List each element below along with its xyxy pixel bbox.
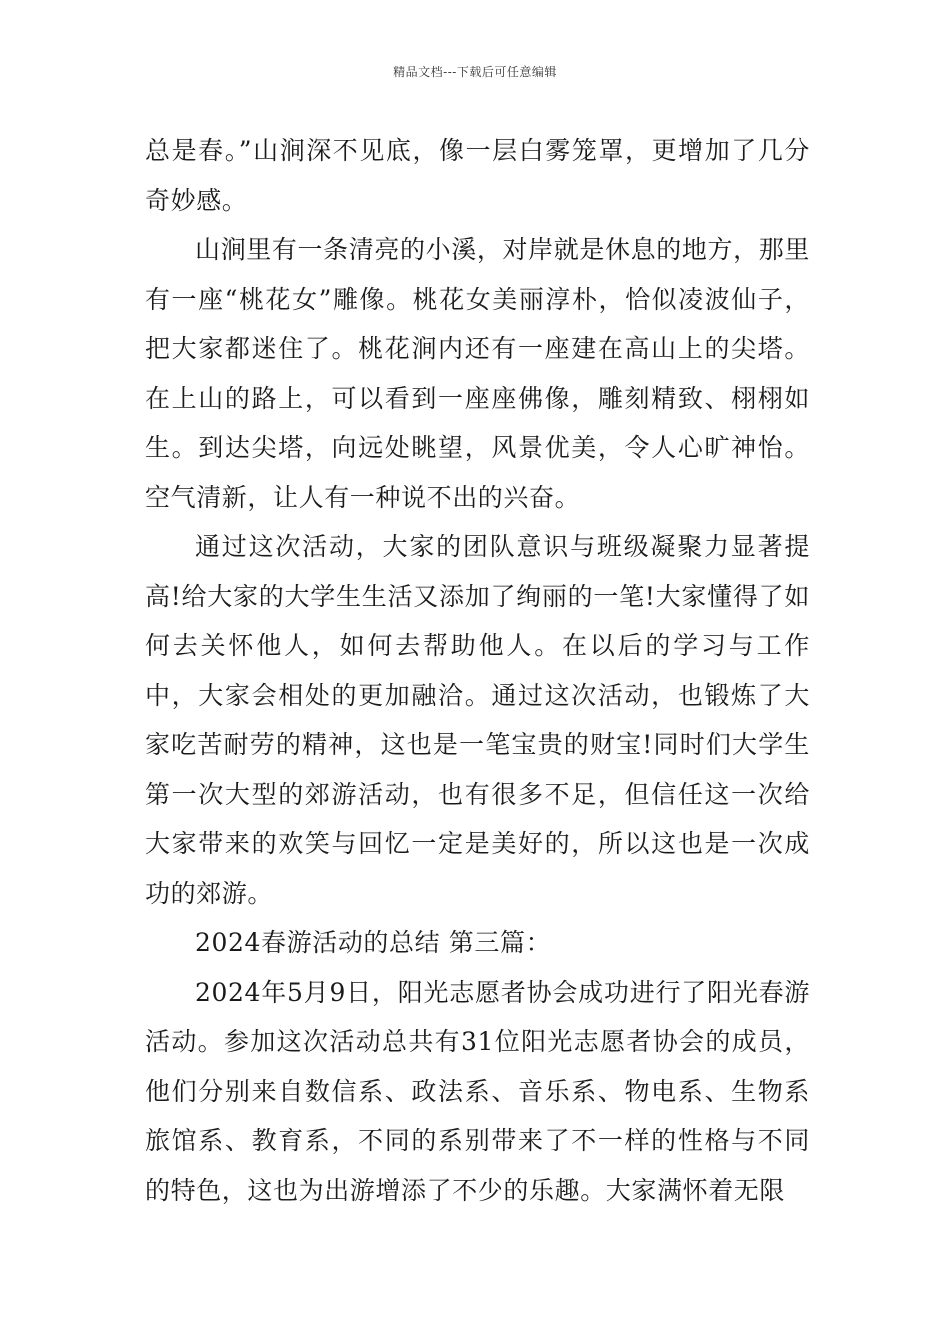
paragraph-activity-reflection: 通过这次活动，大家的团队意识与班级凝聚力显著提高!给大家的大学生生活又添加了绚丽的一笔!大家懂得了如何去关怀他人，如何去帮助他人。在以后的学习与工作中，大家会相处的更加融洽。通过这次活动，也锻炼了大家吃苦耐劳的精神，这也是一笔宝贵的财宝!同时们大学生第一次大型的郊游活动，也有很多不足，但信任这一次给大家带来的欢笑与回忆一定是美好的，所以这也是一次成功的郊游。 bbox=[145, 532, 810, 908]
page-header: 精品文档---下载后可任意编辑 bbox=[393, 65, 557, 79]
paragraph-mountain-stream: 山涧里有一条清亮的小溪，对岸就是休息的地方，那里有一座“桃花女”雕像。桃花女美丽淳朴，恰似凌波仙子，把大家都迷住了。桃花涧内还有一座建在高山上的尖塔。在上山的路上，可以看到一座座佛像，雕刻精致、栩栩如生。到达尖塔，向远处眺望，风景优美，令人心旷神怡。空气清新，让人有一种说不出的兴奋。 bbox=[145, 235, 810, 512]
section-heading: 2024春游活动的总结 第三篇： bbox=[195, 928, 552, 957]
document-body bbox=[145, 126, 810, 1215]
paragraph-spring-outing: 2024年5月9日，阳光志愿者协会成功进行了阳光春游活动。参加这次活动总共有31位阳光志愿者协会的成员，他们分别来自数信系、政法系、音乐系、物电系、生物系旅馆系、教育系，不同的系别带来了不一样的性格与不同的特色，这也为出游增添了不少的乐趣。大家满怀着无限 bbox=[145, 977, 810, 1205]
paragraph-continued: 总是春。”山涧深不见底，像一层白雾笼罩，更增加了几分奇妙感。 bbox=[145, 136, 810, 215]
